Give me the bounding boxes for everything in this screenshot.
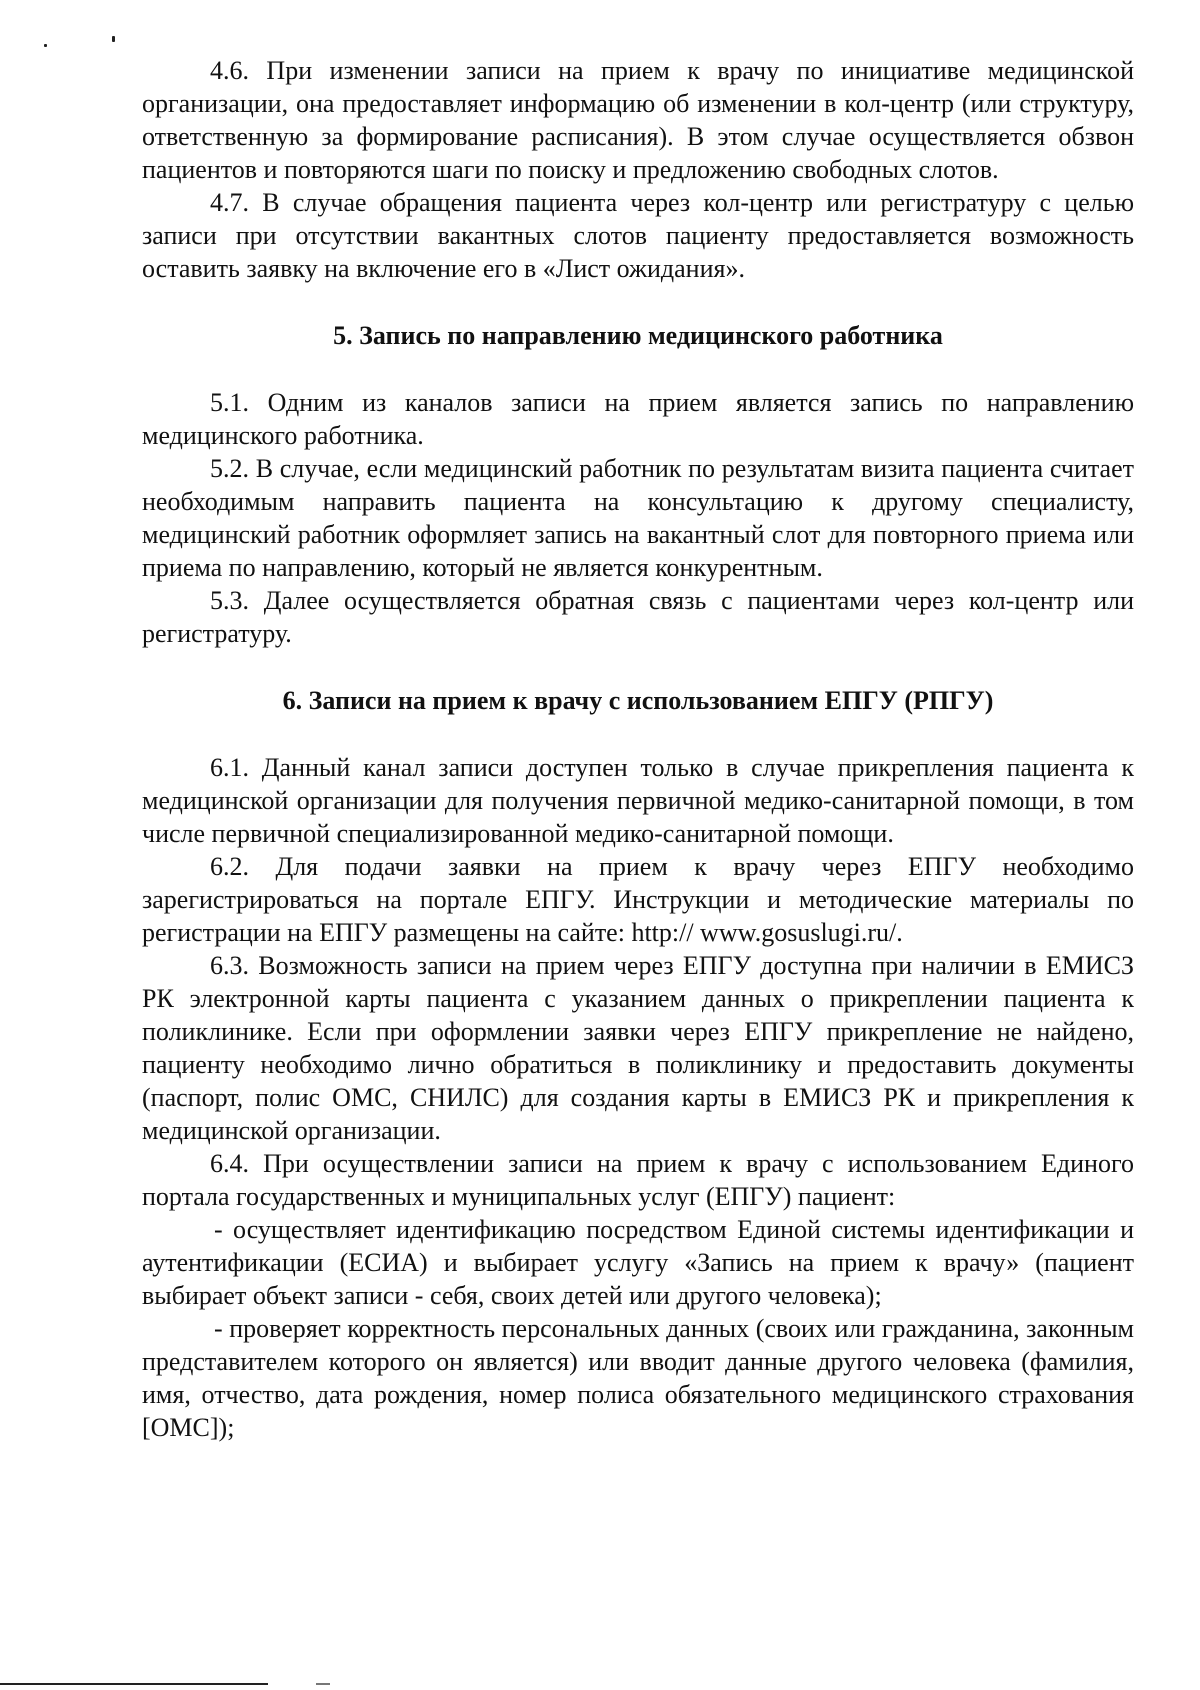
scan-speck-2 — [112, 36, 115, 42]
bullet-identification: - осуществляет идентификацию посредством Единой системы идентификации и аутентификации (ЕСИА) и выбирает услугу «Запись на прием к врачу» (пациент выбирает объект записи - себя, своих детей или другого человека); — [142, 1215, 1134, 1310]
scan-speck-1 — [44, 44, 47, 47]
bullet-personal-data: - проверяет корректность персональных данных (своих или гражданина, законным представителем которого он является) или вводит данные другого человека (фамилия, имя, отчество, дата рождения, номер полиса обязательного медицинского страхования [ОМС]); — [142, 1314, 1134, 1442]
paragraph-4-7: 4.7. В случае обращения пациента через кол-центр или регистратуру с целью записи при отсутствии вакантных слотов пациенту предоставляется возможность оставить заявку на включение его в «Лист ожидания». — [142, 188, 1134, 283]
footnote-separator — [0, 1683, 268, 1685]
paragraph-5-3: 5.3. Далее осуществляется обратная связь с пациентами через кол-центр или регистратуру. — [142, 586, 1134, 648]
section-6-heading: 6. Записи на прием к врачу с использованием ЕПГУ (РПГУ) — [282, 686, 994, 715]
paragraph-6-1: 6.1. Данный канал записи доступен только в случае прикрепления пациента к медицинской организации для получения первичной медико-санитарной помощи, в том числе первичной специализированной медико-санитарной помощи. — [142, 753, 1134, 848]
paragraph-5-2: 5.2. В случае, если медицинский работник по результатам визита пациента считает необходимым направить пациента на консультацию к другому специалисту, медицинский работник оформляет запись на вакантный слот для повторного приема или приема по направлению, который не является конкурентным. — [142, 454, 1134, 582]
paragraph-4-6: 4.6. При изменении записи на прием к врачу по инициативе медицинской организации, она предоставляет информацию об изменении в кол-центр (или структуру, ответственную за формирование расписания). В этом случае осуществляется обзвон пациентов и повторяются шаги по поиску и предложению свободных слотов. — [142, 56, 1134, 184]
document-page — [142, 54, 1134, 1444]
scan-mark — [316, 1683, 330, 1685]
paragraph-6-4: 6.4. При осуществлении записи на прием к врачу с использованием Единого портала государственных и муниципальных услуг (ЕПГУ) пациент: — [142, 1149, 1134, 1211]
paragraph-5-1: 5.1. Одним из каналов записи на прием является запись по направлению медицинского работника. — [142, 388, 1134, 450]
paragraph-6-3: 6.3. Возможность записи на прием через ЕПГУ доступна при наличии в ЕМИСЗ РК электронной карты пациента с указанием данных о прикреплении пациента к поликлинике. Если при оформлении заявки через ЕПГУ прикрепление не найдено, пациенту необходимо лично обратиться в поликлинику и предоставить документы (паспорт, полис ОМС, СНИЛС) для создания карты в ЕМИСЗ РК и прикрепления к медицинской организации. — [142, 951, 1134, 1145]
section-5-heading: 5. Запись по направлению медицинского работника — [333, 321, 943, 350]
paragraph-6-2: 6.2. Для подачи заявки на прием к врачу через ЕПГУ необходимо зарегистрироваться на портале ЕПГУ. Инструкции и методические материалы по регистрации на ЕПГУ размещены на сайте: http:// www.gosuslugi.ru/. — [142, 852, 1134, 947]
